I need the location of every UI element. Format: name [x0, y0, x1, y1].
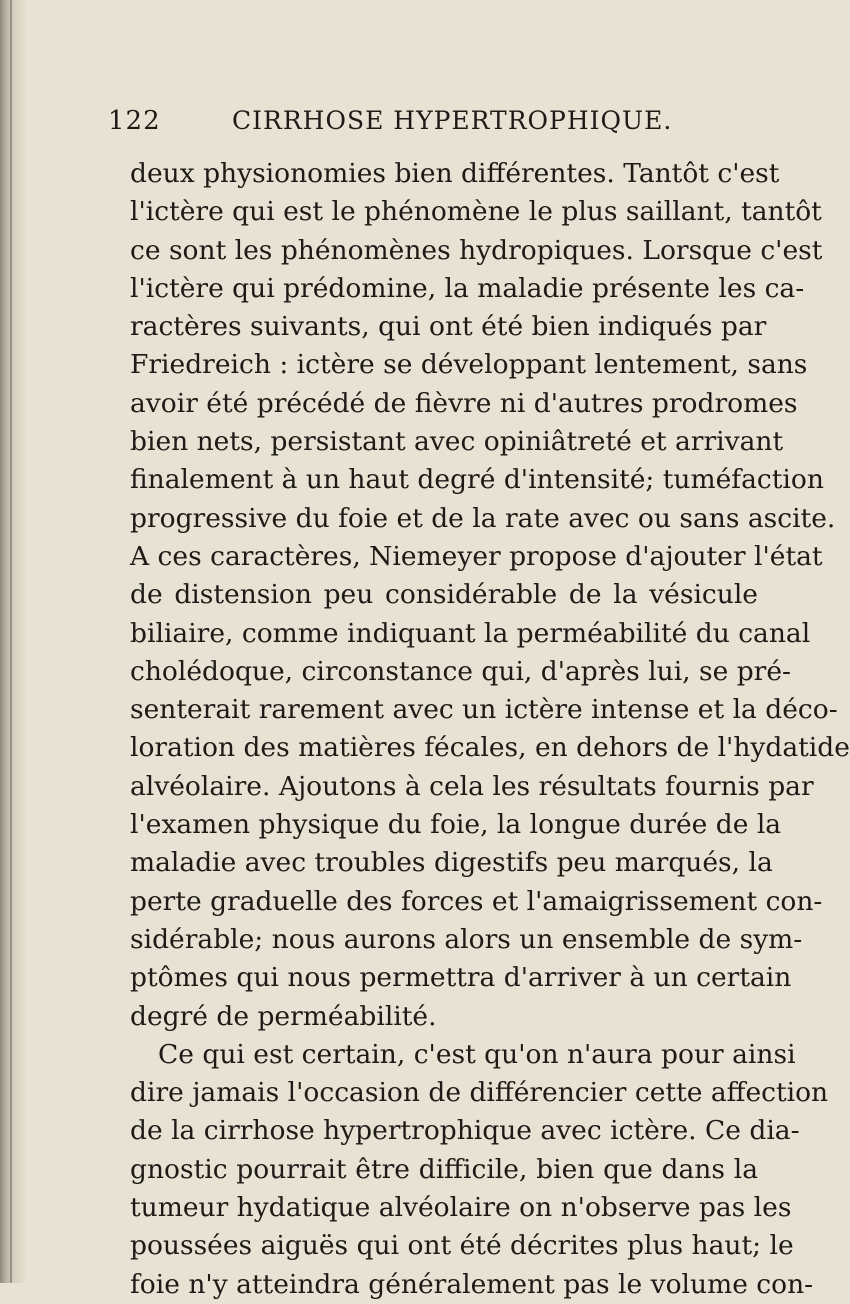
text-line: ptômes qui nous permettra d'arriver à un certain	[130, 962, 792, 994]
page-binding-edge	[0, 0, 26, 1283]
text-line: ractères suivants, qui ont été bien indiqués par	[130, 311, 767, 343]
text-line: gnostic pourrait être difficile, bien que dans la	[130, 1153, 758, 1185]
text-line: l'examen physique du foie, la longue durée de la	[130, 809, 782, 841]
text-line: loration des matières fécales, en dehors de l'hydatide	[130, 732, 850, 764]
text-line: finalement à un haut degré d'intensité; tuméfaction	[130, 464, 824, 496]
text-line: Ce qui est certain, c'est qu'on n'aura pour ainsi	[158, 1038, 796, 1070]
text-line: poussées aiguës qui ont été décrites plus haut; le	[130, 1230, 794, 1262]
text-line: tumeur hydatique alvéolaire on n'observe pas les	[130, 1192, 792, 1224]
text-line: progressive du foie et de la rate avec ou sans ascite.	[130, 502, 836, 534]
text-line: de la cirrhose hypertrophique avec ictère. Ce dia-	[130, 1115, 800, 1147]
text-line: senterait rarement avec un ictère intense et la déco-	[130, 694, 838, 726]
body-text	[130, 155, 850, 1304]
text-line: bien nets, persistant avec opiniâtreté et arrivant	[130, 426, 784, 458]
text-line: Friedreich : ictère se développant lentement, sans	[130, 349, 808, 381]
text-line: perte graduelle des forces et l'amaigrissement con-	[130, 885, 823, 917]
text-line: maladie avec troubles digestifs peu marqués, la	[130, 847, 773, 879]
text-line: l'ictère qui est le phénomène le plus saillant, tantôt	[130, 196, 822, 228]
text-line: deux physionomies bien différentes. Tantôt c'est	[130, 158, 780, 189]
text-line: de distension peu considérable de la vésicule	[130, 579, 758, 611]
text-line: biliaire, comme indiquant la perméabilité du canal	[130, 617, 811, 649]
binding-line	[10, 0, 12, 1283]
text-line: avoir été précédé de fièvre ni d'autres prodromes	[130, 387, 798, 419]
page-header	[0, 106, 800, 146]
text-line: l'ictère qui prédomine, la maladie présente les ca-	[130, 272, 805, 304]
page-number: 122	[108, 106, 161, 136]
text-line: degré de perméabilité.	[130, 1000, 437, 1032]
text-line: foie n'y atteindra généralement pas le volume con-	[130, 1268, 814, 1300]
text-line: A ces caractères, Niemeyer propose d'ajouter l'état	[130, 540, 823, 572]
text-line: cholédoque, circonstance qui, d'après lui, se pré-	[130, 655, 791, 687]
text-line: ce sont les phénomènes hydropiques. Lorsque c'est	[130, 234, 823, 266]
text-line: dire jamais l'occasion de différencier cette affection	[130, 1077, 829, 1109]
running-title: CIRRHOSE HYPERTROPHIQUE.	[232, 106, 673, 135]
text-line: sidérable; nous aurons alors un ensemble de sym-	[130, 923, 803, 955]
text-line: alvéolaire. Ajoutons à cela les résultats fournis par	[130, 770, 814, 802]
